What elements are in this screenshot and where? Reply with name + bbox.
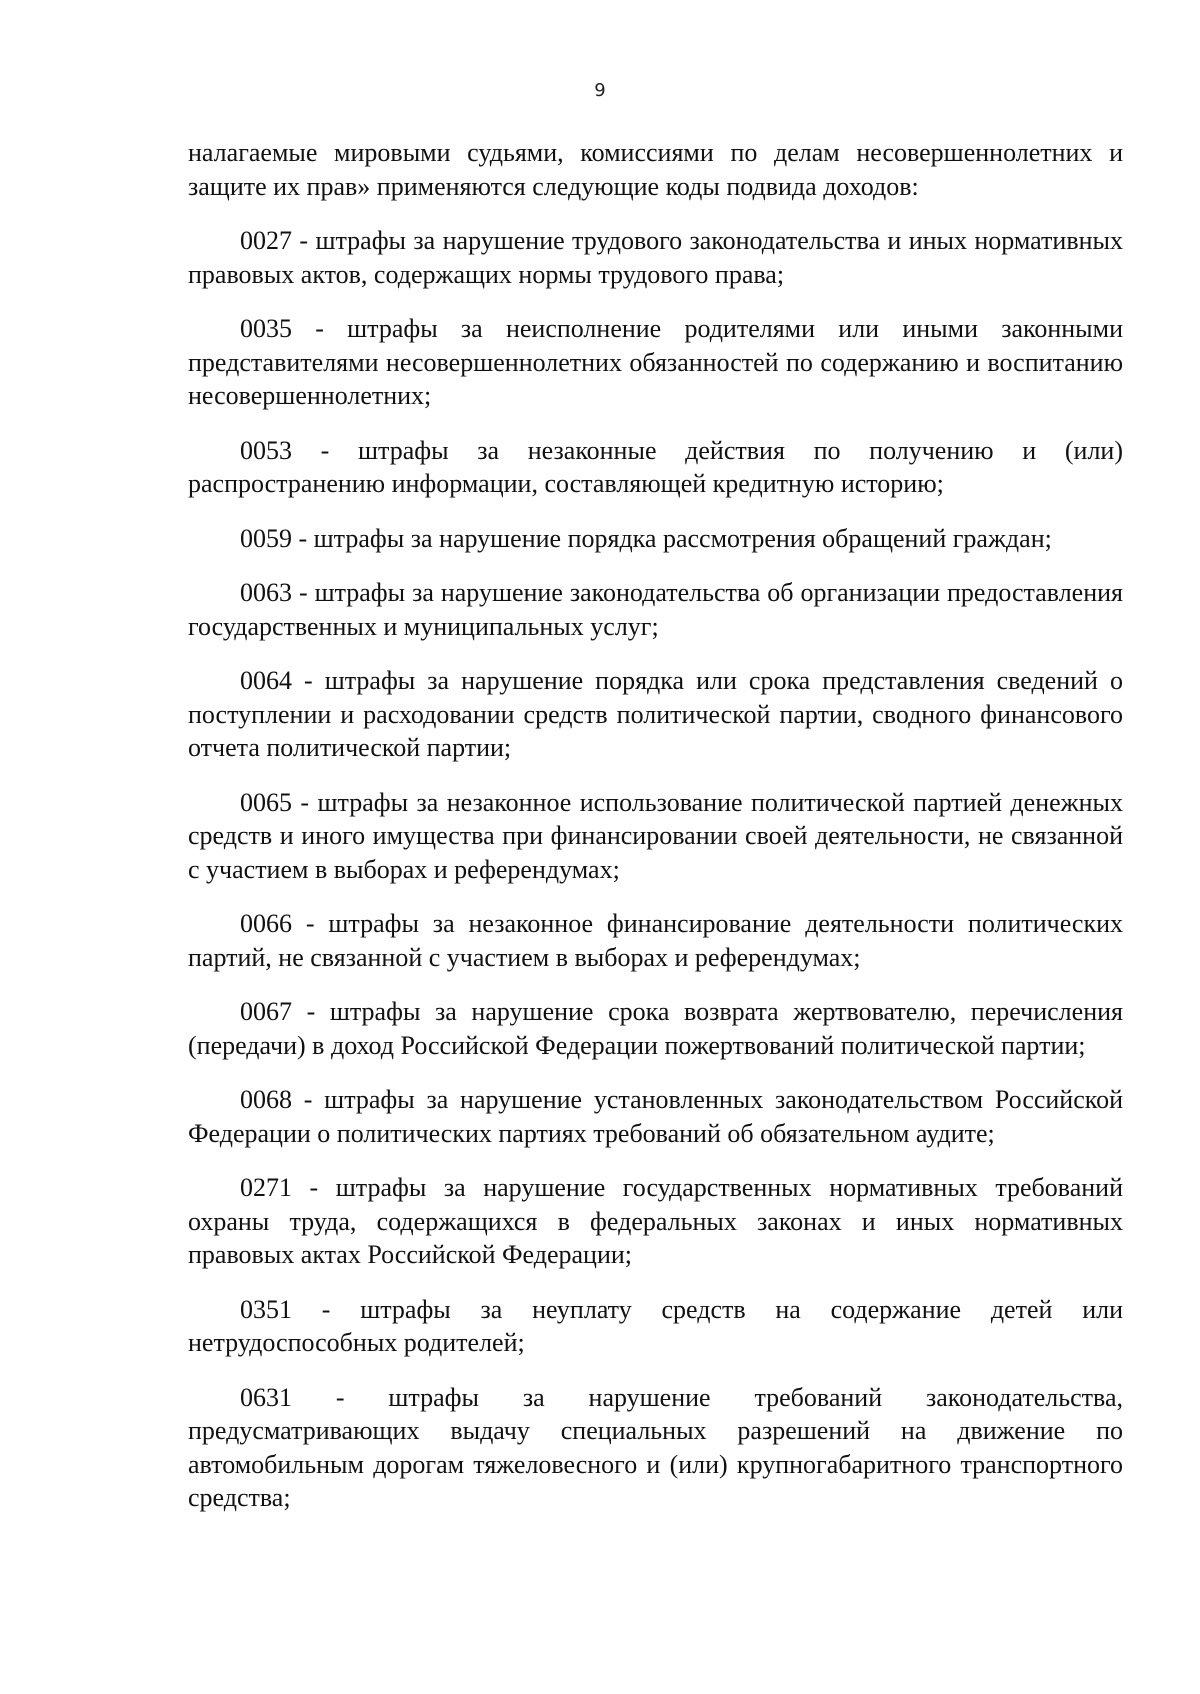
paragraph-code-0351: 0351 - штрафы за неуплату средств на содержание детей или нетрудоспособных родителей; (188, 1294, 1123, 1357)
page-number: 9 (594, 80, 606, 101)
paragraph-code-0631: 0631 - штрафы за нарушение требований законодательства, предусматривающих выдачу специальных разрешений на движение по автомобильным дорогам тяжеловесного и (или) крупногабаритного транспортного средства; (188, 1382, 1123, 1512)
paragraph-code-0271: 0271 - штрафы за нарушение государственных нормативных требований охраны труда, содержащихся в федеральных законах и иных нормативных правовых актах Российской Федерации; (188, 1173, 1123, 1269)
paragraph-code-0068: 0068 - штрафы за нарушение установленных законодательством Российской Федерации о политических партиях требований об обязательном аудите; (188, 1085, 1123, 1148)
paragraph-code-0035: 0035 - штрафы за неисполнение родителями или иными законными представителями несовершеннолетних обязанностей по содержанию и воспитанию несовершеннолетних; (188, 314, 1123, 410)
paragraph-code-0065: 0065 - штрафы за незаконное использование политической партией денежных средств и иного имущества при финансировании своей деятельности, не связанной с участием в выборах и референдумах; (188, 787, 1123, 884)
paragraph-code-0063: 0063 - штрафы за нарушение законодательства об организации предоставления государственных и муниципальных услуг; (188, 578, 1123, 641)
paragraph-code-0064: 0064 - штрафы за нарушение порядка или срока представления сведений о поступлении и расходовании средств политической партии, сводного финансового отчета политической партии; (188, 666, 1123, 762)
paragraph-code-0059: 0059 - штрафы за нарушение порядка рассмотрения обращений граждан; (240, 523, 1052, 553)
document-body (188, 136, 1123, 1536)
paragraph-code-0027: 0027 - штрафы за нарушение трудового законодательства и иных нормативных правовых актов, содержащих нормы трудового права; (188, 226, 1123, 289)
paragraph-code-0053: 0053 - штрафы за незаконные действия по получению и (или) распространению информации, составляющей кредитную историю; (188, 435, 1123, 498)
paragraph-code-0066: 0066 - штрафы за незаконное финансирование деятельности политических партий, не связанной с участием в выборах и референдумах; (188, 909, 1123, 972)
paragraph-code-0067: 0067 - штрафы за нарушение срока возврата жертвователю, перечисления (передачи) в доход Российской Федерации пожертвований политической партии; (188, 997, 1123, 1060)
paragraph-continuation: налагаемые мировыми судьями, комиссиями по делам несовершеннолетних и защите их прав» применяются следующие коды подвида доходов: (188, 138, 1123, 201)
